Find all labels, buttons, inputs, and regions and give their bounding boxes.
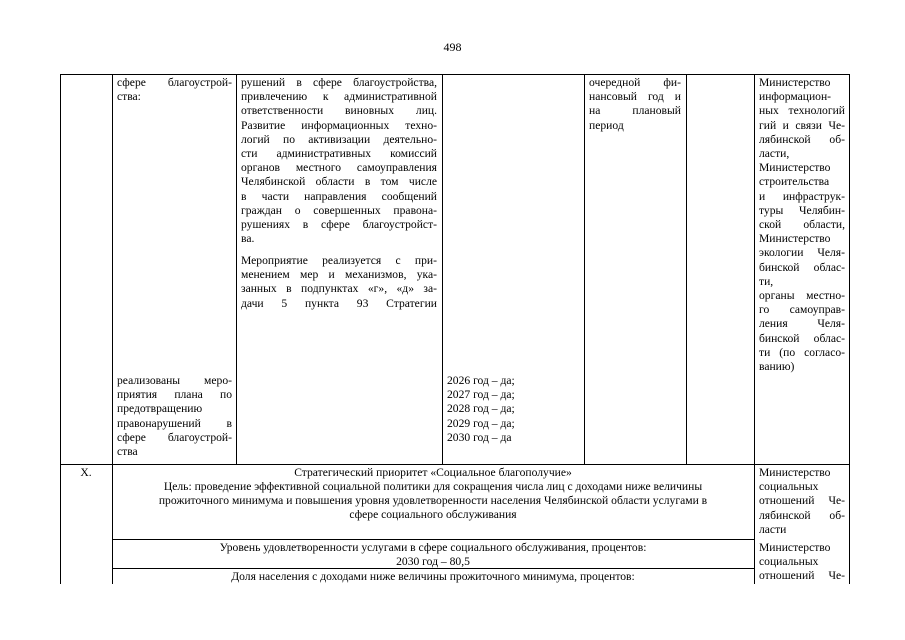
cell-period: очередной фи- нансовый год и на плановый период bbox=[589, 76, 681, 132]
section-ministry: Министерство социальных отношений Че- лябинской об- ласти bbox=[759, 466, 845, 536]
indicator-poverty-name: Доля населения с доходами ниже величины прожиточного минимума, процентов: bbox=[231, 570, 635, 583]
col-divider-4 bbox=[584, 74, 585, 464]
cell-scope-text: сфере благоустрой- ства: bbox=[117, 76, 232, 104]
cell-responsible-ministries: Министерство информацион- ных технологий гий и связи Че- лябинской об- ласти, Министерство строительства и инфраструк- туры Челябин- ской области, Министерство экологии Челя- бинской облас- ти, органы местно- го самоуправ- ления Челя- бинской облас- ти (по согласо- ванию) bbox=[759, 76, 845, 374]
indicator-satisfaction-target: 2030 год – 80,5 bbox=[396, 555, 470, 568]
section-number: X. bbox=[80, 466, 92, 479]
col-divider-2 bbox=[236, 74, 237, 464]
section-title: Стратегический приоритет «Социальное благополучие» bbox=[294, 466, 572, 479]
strategy-table bbox=[60, 74, 850, 584]
table-border-right bbox=[849, 74, 850, 584]
cell-measure-implementation: Мероприятие реализуется с при- менением мер и механизмов, ука- занных в подпунктах «г», «д» за- дачи 5 пункта 93 Стратегии bbox=[241, 254, 437, 310]
table-border-left bbox=[60, 74, 61, 584]
cell-measure-description: рушений в сфере благоустройства, привлечению к административной ответственности виновных лиц. Развитие информационных техно- логий по активизации деятельно- сти административных комиссий органов местного самоуправления Челябинской области в том числе в части направления сообщений граждан о совершенных правона- рушениях в сфере благоустройст- ва. bbox=[241, 76, 437, 246]
cell-expected-result: реализованы меро- приятия плана по предотвращению правонарушений в сфере благоустрой- ства bbox=[117, 374, 232, 459]
indicator-ministry: Министерство социальных отношений Че- bbox=[759, 541, 845, 583]
row-divider-section bbox=[60, 464, 850, 465]
cell-yearly-targets: 2026 год – да; 2027 год – да; 2028 год – да; 2029 год – да; 2030 год – да bbox=[447, 374, 515, 444]
col-divider-6 bbox=[754, 74, 755, 584]
col-divider-3 bbox=[442, 74, 443, 464]
row-divider-indicator bbox=[112, 539, 754, 540]
table-border-top bbox=[60, 74, 850, 75]
col-divider-5 bbox=[686, 74, 687, 464]
indicator-satisfaction-name: Уровень удовлетворенности услугами в сфере социального обслуживания, процентов: bbox=[219, 541, 647, 554]
section-goal: Цель: проведение эффективной социальной политики для сокращения числа лиц с доходами ниже величины прожиточного минимума и повышения уровня удовлетворенности населения Челябинской области услугами в сфере социального обслуживания bbox=[158, 480, 708, 522]
page-number: 498 bbox=[443, 40, 462, 54]
